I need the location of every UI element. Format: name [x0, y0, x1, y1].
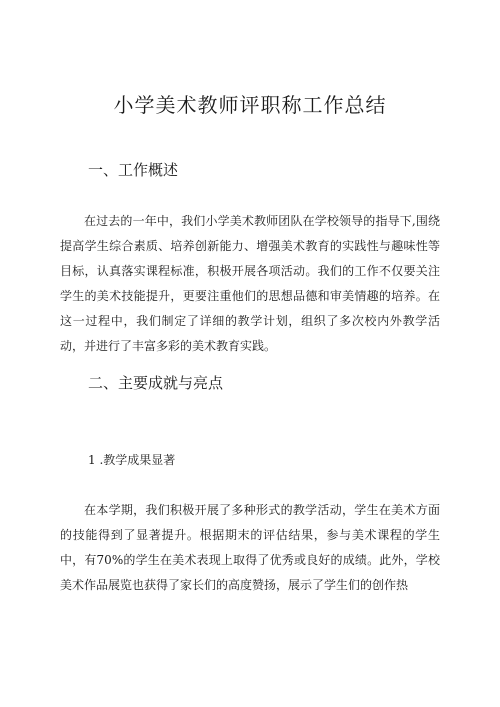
document-title: 小学美术教师评职称工作总结 — [113, 93, 387, 117]
paragraph-teaching-results: 在本学期，我们积极开展了多种形式的教学活动，学生在美术方面的技能得到了显著提升。根据期末的评估结果，参与美术课程的学生中，有70%的学生在美术表现上取得了优秀或良好的成绩。此外，学校美术作品展览也获得了家长们的高度赞扬，展示了学生们的创作热 — [60, 503, 440, 592]
paragraph-overview: 在过去的一年中，我们小学美术教师团队在学校领导的指导下,围绕提高学生综合素质、培养创新能力、增强美术教育的实践性与趣味性等目标，认真落实课程标准，积极开展各项活动。我们的工作不仅要关注学生的美术技能提升，更要注重他们的思想品德和审美情趣的培养。在这一过程中，我们制定了详细的教学计划，组织了多次校内外教学活动，并进行了丰富多彩的美术教育实践。 — [60, 214, 440, 353]
section-heading-overview: 一、工作概述 — [88, 161, 179, 179]
section-heading-achievements: 二、主要成就与亮点 — [88, 374, 224, 392]
subheading-teaching-results: 1 .教学成果显著 — [88, 453, 176, 467]
